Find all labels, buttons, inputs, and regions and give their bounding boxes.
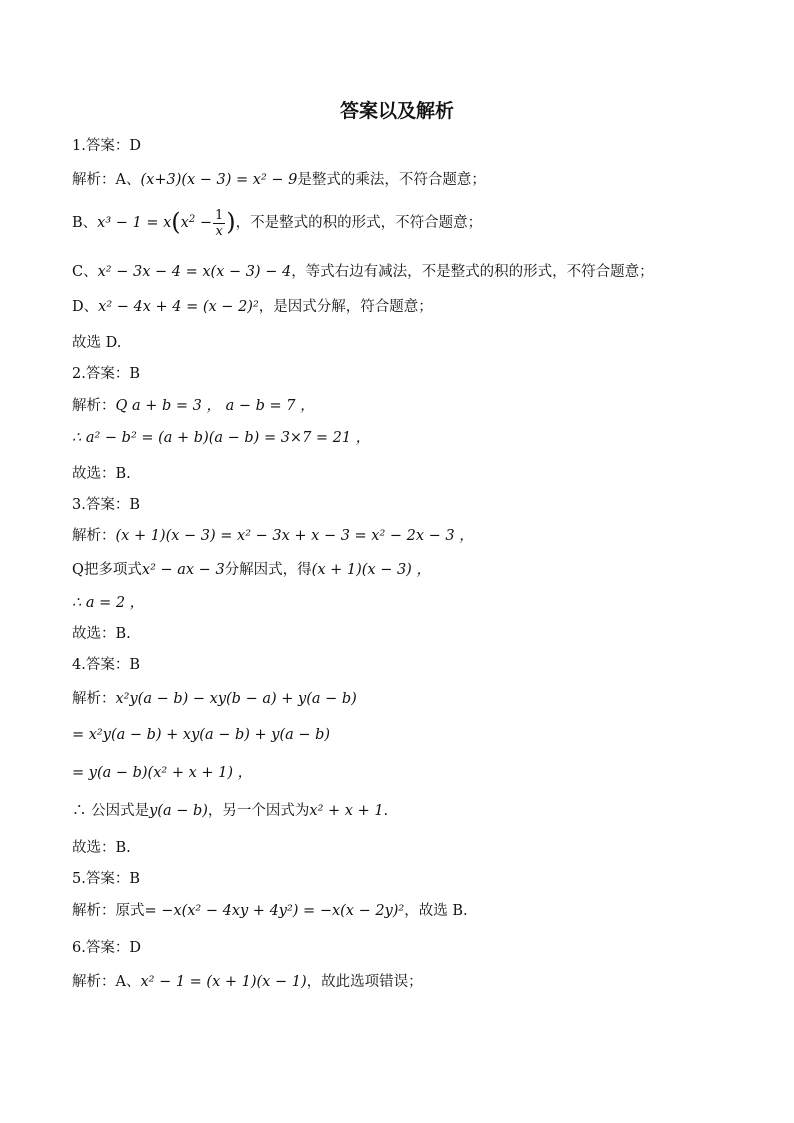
q1-option-b: B、$x^3 - 1 = x(x^2$ − $\frac{1}{x}$ )，不是整式的积的形式，不符合题意；: [72, 207, 483, 239]
q4-line-4: ∴ 公因式是y(a − b)，另一个因式为x² + x + 1.: [72, 803, 389, 819]
q1-option-a: 解析：A、(x+3)(x − 3) = x² − 9是整式的乘法，不符合题意；: [72, 172, 486, 188]
q1-option-d: D、x² − 4x + 4 = (x − 2)²，是因式分解，符合题意；: [72, 299, 433, 315]
fraction: $\frac{1}{x}$: [215, 207, 224, 239]
q4-line-2: = x²y(a − b) + xy(a − b) + y(a − b): [72, 727, 331, 743]
q3-conclusion: 故选：B.: [72, 626, 131, 642]
q2-answer: 2.答案：B: [72, 366, 140, 382]
q1-option-c: C、x² − 3x − 4 = x(x − 3) − 4，等式右边有减法，不是整式的积的形式，不符合题意；: [72, 264, 654, 280]
q5-line-1: 解析：原式= −x(x² − 4xy + 4y²) = −x(x − 2y)²，故选 B.: [72, 903, 468, 919]
q1-conclusion: 故选 D.: [72, 335, 122, 351]
q3-line-1: 解析：(x + 1)(x − 3) = x² − 3x + x − 3 = x² − 2x − 3 ，: [72, 528, 474, 544]
q4-line-3: = y(a − b)(x² + x + 1) ，: [72, 765, 253, 781]
q2-line-1: 解析：Q a + b = 3 ， a − b = 7 ，: [72, 398, 315, 414]
q4-answer: 4.答案：B: [72, 657, 140, 673]
page-title: 答案以及解析: [339, 100, 454, 122]
q6-option-a: 解析：A、x² − 1 = (x + 1)(x − 1)，故此选项错误；: [72, 974, 423, 990]
q5-answer: 5.答案：B: [72, 871, 140, 887]
q4-conclusion: 故选：B.: [72, 840, 131, 856]
q2-conclusion: 故选：B.: [72, 466, 131, 482]
q3-line-3: ∴ a = 2 ，: [72, 595, 145, 611]
q4-line-1: 解析：x²y(a − b) − xy(b − a) + y(a − b): [72, 691, 357, 707]
q6-answer: 6.答案：D: [72, 940, 141, 956]
q1-answer: 1.答案：D: [72, 138, 141, 154]
q3-answer: 3.答案：B: [72, 497, 140, 513]
q2-line-2: ∴ a² − b² = (a + b)(a − b) = 3×7 = 21 ，: [72, 430, 371, 446]
q3-line-2: Q把多项式x² − ax − 3分解因式，得(x + 1)(x − 3) ，: [72, 562, 431, 578]
